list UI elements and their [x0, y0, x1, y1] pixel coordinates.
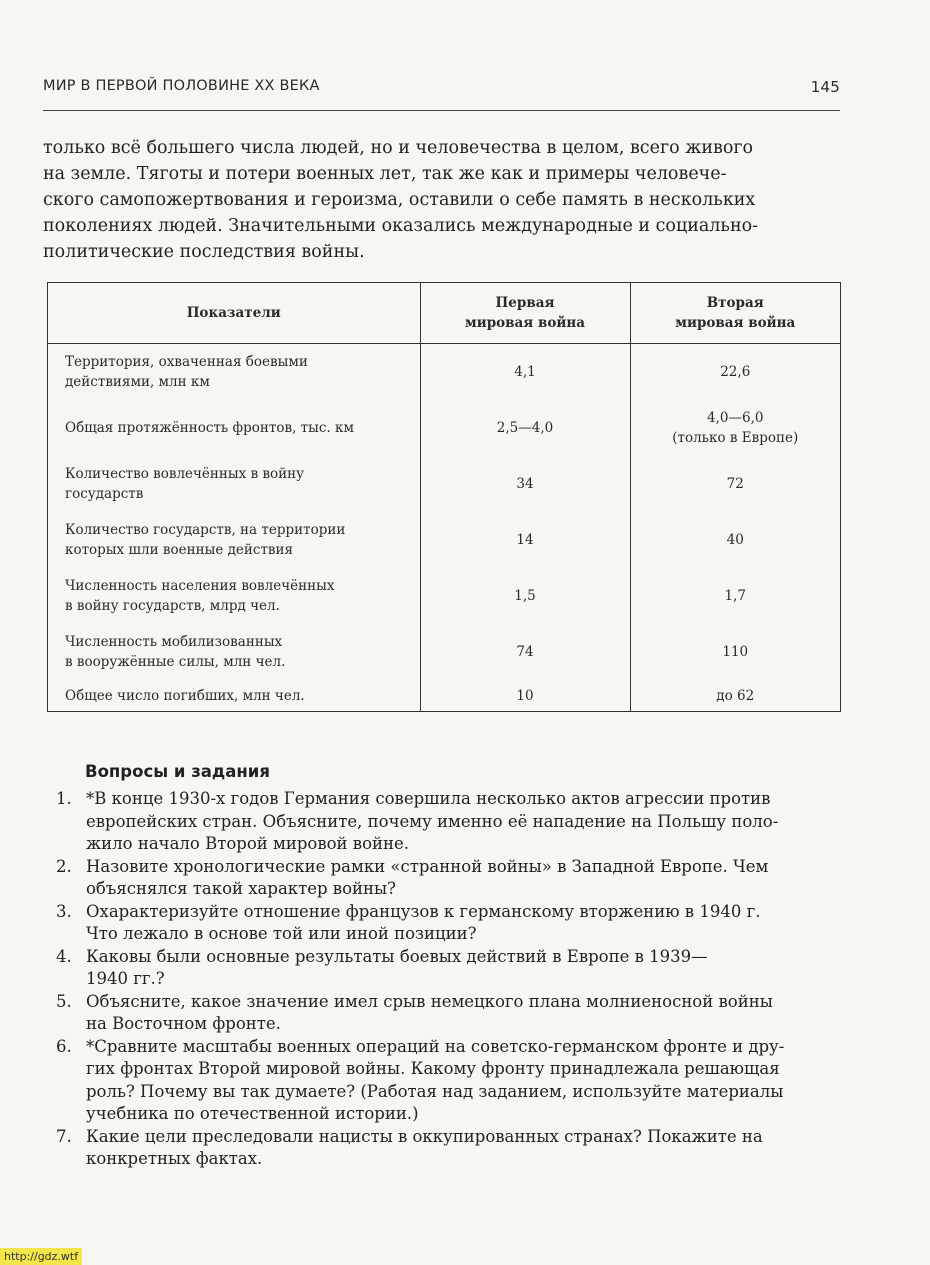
value-line: 1,5: [514, 588, 536, 605]
intro-line: на земле. Тяготы и потери военных лет, так же как и примеры человече-: [43, 164, 727, 184]
indicator-line: Численность населения вовлечённых: [65, 578, 335, 595]
indicator-line: Численность мобилизованных: [65, 634, 283, 651]
value-line: 10: [516, 687, 534, 704]
questions-heading: Вопросы и задания: [85, 762, 270, 781]
ww1-value: [420, 680, 630, 711]
page-number: 145: [810, 78, 840, 96]
ww1-value: [420, 400, 630, 456]
header-indicators: [48, 283, 420, 344]
comparison-table: [47, 282, 841, 712]
indicator-cell: [48, 624, 420, 680]
indicator-line: Общее число погибших, млн чел.: [65, 687, 305, 704]
question-line: Что лежало в основе той или иной позиции?: [86, 924, 477, 943]
value-line: 110: [722, 644, 749, 661]
question-line: *Сравните масштабы военных операций на советско-германском фронте и дру-: [86, 1036, 785, 1056]
indicator-cell: [48, 456, 420, 512]
value-line: 4,0—6,0: [707, 410, 764, 427]
ww1-value: [420, 568, 630, 624]
question-number: 1.: [56, 789, 72, 808]
question-item: [56, 991, 856, 1036]
value-line: 2,5—4,0: [496, 420, 554, 437]
question-item: [56, 946, 856, 991]
intro-paragraph: [43, 135, 843, 265]
value-line: 40: [726, 532, 744, 549]
header-ww1: [420, 283, 630, 344]
intro-line: только всё большего числа людей, но и человечества в целом, всего живого: [43, 138, 754, 158]
question-number: 3.: [56, 901, 72, 921]
question-line: гих фронтах Второй мировой войны. Какому фронту принадлежала решающая: [86, 1059, 780, 1078]
ww2-value: [630, 400, 840, 456]
table-row: [48, 680, 840, 711]
header-text: мировая война: [464, 315, 585, 331]
table-row: [48, 400, 840, 456]
ww1-value: [420, 512, 630, 568]
question-line: Назовите хронологические рамки «странной войны» в Западной Европе. Чем: [86, 856, 769, 876]
value-line: 74: [516, 644, 534, 661]
question-item: [56, 856, 856, 901]
ww2-value: [630, 568, 840, 624]
value-line: 34: [516, 476, 534, 493]
question-number: 7.: [56, 1126, 72, 1146]
question-item: [56, 1126, 856, 1171]
header-text: Вторая: [706, 295, 764, 311]
header-text: мировая война: [675, 315, 796, 331]
table-row: [48, 568, 840, 624]
value-line: 72: [726, 476, 744, 493]
indicator-line: в вооружённые силы, млн чел.: [65, 654, 286, 671]
question-line: Каковы были основные результаты боевых действий в Европе в 1939—: [86, 946, 708, 966]
question-line: Объясните, какое значение имел срыв немецкого плана молниеносной войны: [86, 991, 773, 1011]
question-item: [56, 788, 856, 856]
indicator-line: в войну государств, млрд чел.: [65, 598, 280, 615]
ww1-value: [420, 624, 630, 680]
value-line: 14: [516, 532, 534, 549]
header-text: Показатели: [186, 305, 281, 321]
ww2-value: [630, 456, 840, 512]
question-number: 6.: [56, 1036, 72, 1056]
indicator-cell: [48, 680, 420, 711]
indicator-line: Количество государств, на территории: [65, 522, 346, 539]
indicator-cell: [48, 568, 420, 624]
indicator-cell: [48, 400, 420, 456]
question-line: учебника по отечественной истории.): [86, 1104, 419, 1123]
question-number: 5.: [56, 991, 72, 1011]
question-line: объяснялся такой характер войны?: [86, 879, 397, 898]
ww2-value: [630, 344, 840, 401]
value-line: 4,1: [514, 364, 536, 381]
table-row: [48, 344, 840, 401]
header-text: Первая: [495, 295, 555, 311]
running-title: МИР В ПЕРВОЙ ПОЛОВИНЕ XX ВЕКА: [43, 78, 320, 94]
ww2-value: [630, 624, 840, 680]
indicator-line: Количество вовлечённых в войну: [65, 466, 305, 483]
ww2-value: [630, 680, 840, 711]
table-row: [48, 624, 840, 680]
value-line: 1,7: [724, 588, 746, 605]
ww2-value: [630, 512, 840, 568]
intro-line: ского самопожертвования и героизма, оставили о себе память в нескольких: [43, 190, 756, 210]
question-number: 4.: [56, 946, 72, 966]
indicator-cell: [48, 344, 420, 401]
value-line: 22,6: [720, 364, 751, 381]
indicator-line: Общая протяжённость фронтов, тыс. км: [65, 420, 354, 437]
indicator-line: Территория, охваченная боевыми: [65, 354, 308, 371]
question-item: [56, 901, 856, 946]
intro-line: поколениях людей. Значительными оказались международные и социально-: [43, 216, 759, 236]
question-item: [56, 1036, 856, 1126]
question-line: европейских стран. Объясните, почему именно её нападение на Польшу поло-: [86, 811, 779, 831]
question-line: роль? Почему вы так думаете? (Работая над заданием, используйте материалы: [86, 1081, 784, 1101]
running-head: [43, 78, 840, 102]
intro-line: политические последствия войны.: [43, 242, 365, 262]
table-row: [48, 456, 840, 512]
indicator-line: действиями, млн км: [65, 374, 210, 391]
watermark-link[interactable]: http://gdz.wtf: [0, 1248, 82, 1265]
question-line: *В конце 1930-х годов Германия совершила несколько актов агрессии против: [86, 789, 771, 808]
question-line: Охарактеризуйте отношение французов к германскому вторжению в 1940 г.: [86, 901, 761, 921]
header-ww2: [630, 283, 840, 344]
value-line: (только в Европе): [672, 430, 799, 447]
questions-list: [56, 788, 856, 1171]
indicator-line: которых шли военные действия: [65, 542, 294, 559]
ww1-value: [420, 456, 630, 512]
value-line: до 62: [716, 687, 755, 704]
question-line: конкретных фактах.: [86, 1149, 263, 1168]
question-line: Какие цели преследовали нацисты в оккупированных странах? Покажите на: [86, 1126, 763, 1146]
ww1-value: [420, 344, 630, 401]
table-header-row: [48, 283, 840, 344]
table-row: [48, 512, 840, 568]
indicator-line: государств: [65, 486, 144, 503]
question-line: 1940 гг.?: [86, 969, 165, 988]
question-line: на Восточном фронте.: [86, 1014, 281, 1033]
indicator-cell: [48, 512, 420, 568]
question-line: жило начало Второй мировой войне.: [86, 834, 410, 853]
header-rule: [43, 110, 840, 111]
question-number: 2.: [56, 856, 72, 876]
